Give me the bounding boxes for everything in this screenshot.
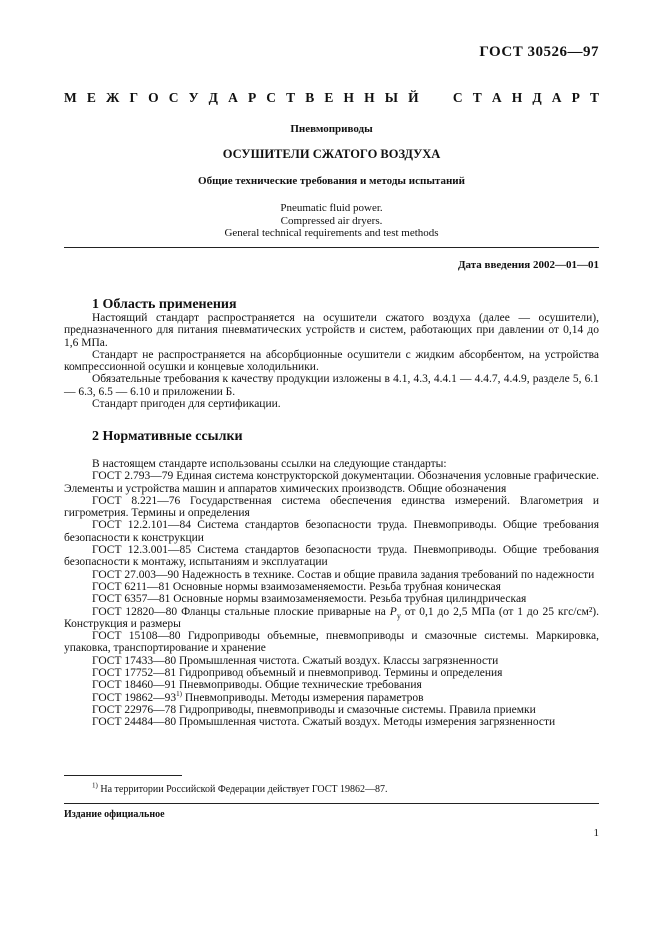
banner-letter: Е — [324, 90, 334, 105]
main-title: ОСУШИТЕЛИ СЖАТОГО ВОЗДУХА — [222, 147, 441, 161]
reference-item: ГОСТ 18460—91 Пневмоприводы. Общие технические требования — [92, 679, 422, 692]
reference-item: ГОСТ 12.3.001—85 Система стандартов безопасности труда. Пневмоприводы. Общие требования безопасности к монтажу, испытаниям и эксплуатации — [64, 544, 599, 569]
reference-item: ГОСТ 22976—78 Гидроприводы, пневмоприводы и смазочные системы. Правила приемки — [92, 703, 536, 716]
section-2-heading: 2 Нормативные ссылки — [92, 429, 243, 444]
banner-word-gap — [429, 90, 443, 106]
banner-letter: Т — [472, 90, 482, 105]
section-1-heading: 1 Область применения — [92, 297, 237, 312]
banner-letter: А — [228, 90, 238, 105]
reference-item: ГОСТ 12.2.101—84 Система стандартов безопасности труда. Пневмоприводы. Общие требования безопасности к конструкции — [64, 519, 599, 544]
banner-letter: Д — [532, 90, 542, 105]
category-title: Пневмоприводы — [290, 123, 373, 135]
english-title-line: General technical requirements and test methods — [224, 227, 439, 239]
ref-text: от 0,1 до 2,5 МПа (от 1 до 25 кгс/см²). Конструкция и размеры — [64, 605, 599, 630]
banner-letter: Т — [286, 90, 296, 105]
section-1-body — [64, 312, 599, 410]
banner-letter: А — [491, 90, 502, 105]
paragraph: Настоящий стандарт распространяется на осушители сжатого воздуха (далее — осушители), предназначенного для питания пневматических устройств и систем, работающих при давлении от 0,14 до 1,6 МПа. — [64, 312, 599, 349]
standard-banner — [64, 90, 599, 106]
banner-letter: С — [168, 90, 179, 105]
footnote-text: На территории Российской Федерации действует ГОСТ 19862—87. — [97, 784, 388, 795]
subtitle: Общие технические требования и методы испытаний — [198, 175, 465, 187]
pressure-symbol: P — [389, 605, 397, 618]
reference-item: ГОСТ 2.793—79 Единая система конструкторской документации. Обозначения условные графические. Элементы и устройства машин и аппаратов химических производств. Общие обозначения — [64, 470, 599, 495]
banner-letter: О — [148, 90, 159, 105]
paragraph: Стандарт не распространяется на абсорбционные осушители с жидким абсорбентом, на устройства компрессионной осушки и концевые холодильники. — [64, 348, 599, 374]
english-title-line: Pneumatic fluid power. — [280, 202, 383, 214]
footnote-rule — [64, 775, 182, 776]
banner-letter: Е — [86, 90, 96, 105]
ref-text: ГОСТ 12820—80 Фланцы стальные плоские приварные на — [92, 605, 390, 618]
reference-item: ГОСТ 27.003—90 Надежность в технике. Состав и общие правила задания требований по надежности — [92, 568, 595, 581]
banner-letter: Н — [364, 90, 375, 105]
banner-letter: С — [452, 90, 463, 105]
paragraph: Обязательные требования к качеству продукции изложены в 4.1, 4.3, 4.4.1 — 4.4.7, 4.4.9, разделе 5, 6.1 — 6.3, 6.5 — 6.10 и приложении Б. — [64, 373, 599, 398]
reference-item — [64, 689, 599, 704]
reference-item: ГОСТ 17752—81 Гидропривод объемный и пневмопривод. Термины и определения — [92, 667, 503, 680]
reference-item — [64, 606, 599, 631]
gost-number: ГОСТ 30526—97 — [479, 44, 599, 60]
pressure-subscript: y — [396, 610, 401, 620]
divider-rule — [64, 247, 599, 248]
footnote — [92, 781, 388, 795]
banner-letter: Ж — [105, 90, 120, 105]
banner-letter: Р — [247, 90, 257, 105]
reference-item: ГОСТ 6211—81 Основные нормы взаимозаменяемости. Резьба трубная коническая — [92, 580, 501, 593]
paragraph: В настоящем стандарте использованы ссылки на следующие стандарты: — [92, 458, 447, 470]
banner-letter: Ы — [384, 90, 399, 105]
english-title-line: Compressed air dryers. — [280, 214, 383, 227]
reference-item: ГОСТ 8.221—76 Государственная система обеспечения единства измерений. Влагометрия и гигрометрия. Термины и определения — [64, 494, 599, 520]
english-title — [64, 202, 599, 240]
banner-letter: Р — [571, 90, 580, 105]
banner-letter: А — [551, 90, 562, 105]
reference-item: ГОСТ 6357—81 Основные нормы взаимозаменяемости. Резьба трубная цилиндрическая — [92, 593, 527, 606]
ref-text: ГОСТ 19862—93 — [92, 691, 177, 704]
banner-letter: Г — [129, 90, 139, 105]
introduction-date: Дата введения 2002—01—01 — [457, 259, 599, 271]
edition-label: Издание официальное — [64, 809, 165, 820]
banner-letter: В — [305, 90, 315, 105]
banner-letter: Т — [589, 90, 599, 105]
banner-letter: М — [64, 90, 77, 105]
footnote-mark: 1) — [92, 781, 98, 790]
banner-letter: У — [188, 90, 199, 105]
divider-rule — [64, 803, 599, 804]
banner-letter: Й — [408, 90, 419, 105]
reference-item: ГОСТ 15108—80 Гидроприводы объемные, пневмоприводы и смазочные системы. Маркировка, упаковка, транспортирование и хранение — [64, 630, 599, 655]
page-number: 1 — [593, 827, 599, 839]
banner-letter: С — [266, 90, 277, 105]
banner-letter: Н — [343, 90, 355, 105]
footnote-mark[interactable]: 1) — [176, 689, 182, 698]
paragraph: Стандарт пригоден для сертификации. — [92, 398, 281, 411]
banner-letter: Д — [208, 90, 218, 105]
section-2-body — [64, 458, 599, 729]
ref-text: Пневмоприводы. Методы измерения параметров — [181, 691, 424, 704]
banner-letter: Н — [511, 90, 523, 105]
reference-item: ГОСТ 24484—80 Промышленная чистота. Сжатый воздух. Методы измерения загрязненности — [92, 716, 556, 729]
reference-item: ГОСТ 17433—80 Промышленная чистота. Сжатый воздух. Классы загрязненности — [92, 654, 499, 667]
